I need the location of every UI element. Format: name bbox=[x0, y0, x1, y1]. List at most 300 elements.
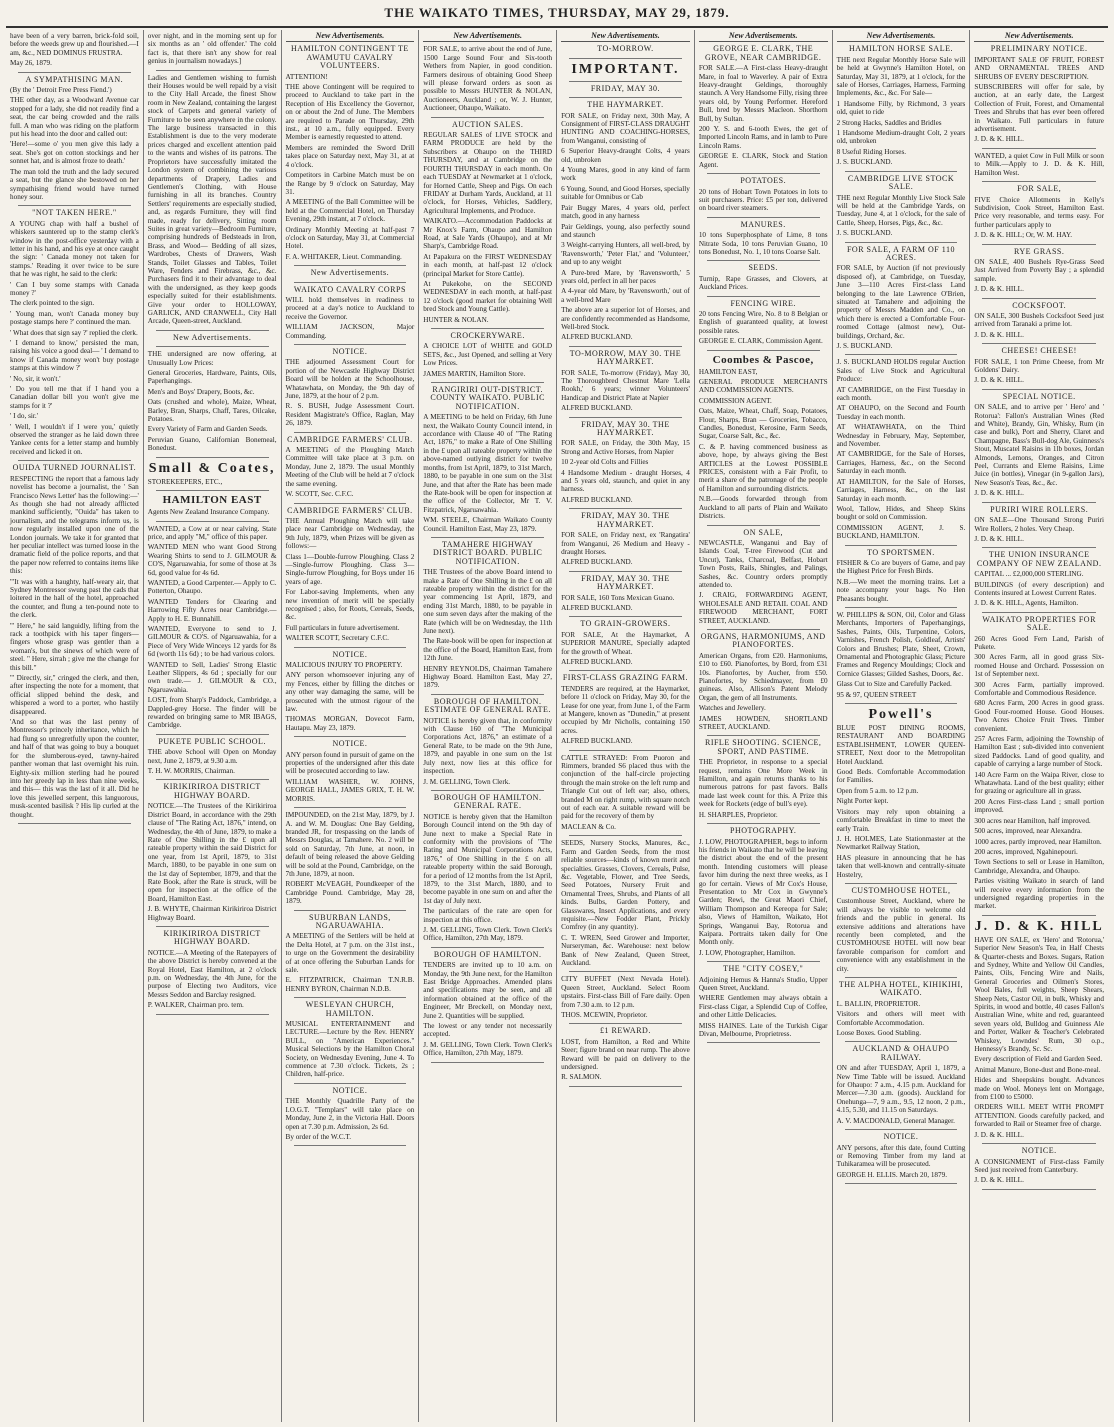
separator-rule bbox=[156, 330, 269, 331]
advertisement bbox=[286, 507, 415, 643]
advertisement-text: WANTED, Everyone to send to J. GILMOUR & CO'S. of Ngaruawahia, for a Piece of Very Wide Winceys 12 yards for 8s 6d (worth 11s 6d) ; to be had various colors. bbox=[147, 624, 277, 659]
separator-rule bbox=[982, 612, 1096, 613]
advertisement-text: AT CAMBRIDGE, for the Sale of Horses, Carriages, Harness, &c., on the Second Saturday in each month. bbox=[836, 450, 966, 476]
advertisement-text: J. D. & K. HILL. bbox=[974, 1176, 1024, 1185]
advertisement-text: 300 acres near Hamilton, half improved. bbox=[974, 816, 1091, 825]
separator-rule bbox=[845, 242, 958, 243]
advertisement bbox=[561, 350, 690, 413]
advertisement-text: COMMISSION AGENT. bbox=[698, 396, 772, 405]
advertisement bbox=[148, 350, 277, 452]
advertisement-text: J. M. GELLING, Town Clerk. bbox=[423, 777, 511, 786]
separator-rule bbox=[294, 265, 407, 266]
advertisement bbox=[561, 674, 690, 745]
advertisement-text: THE above Contingent will be required to proceed to Auckland to take part in the Reception of His Excellency the Governor, on or about the 2nd of June. The Members are required to Parade on Thursday, 29th inst., at 10 a.m., fully equipped. Every Member is earnestly requested to attend. bbox=[285, 83, 415, 142]
separator-rule bbox=[294, 910, 407, 911]
advertisement-text: Wool, Tallow, Hides, and Sheep Skins bought or sold on Commission. bbox=[836, 504, 966, 522]
advertisement-text: AT CAMBRIDGE, on the First Tuesday in each month. bbox=[836, 385, 966, 403]
advertisement-text: J. LOW, Photographer, Hamilton. bbox=[698, 948, 796, 957]
advertisement-heading: TO-MORROW, MAY 30. THE HAYMARKET. bbox=[569, 348, 682, 367]
separator-rule bbox=[845, 354, 958, 355]
advertisement-heading: PURIRI WIRE ROLLERS. bbox=[990, 504, 1089, 514]
advertisement-text: The lowest or any tender not necessarily accepted. bbox=[423, 1022, 553, 1039]
advertisement bbox=[148, 783, 277, 922]
advertisement bbox=[974, 347, 1104, 385]
advertisement-text: SEEDS, Nursery Stocks, Manures, &c., Farm and Garden Seeds, from the most reliable sources—kinds of known merit and specialties. Grasses, Clovers, Cereals, Pulse, &c. Vegetable, Flower, and Tree Seeds, Seed Potatoes, Nursery Fruit and Ornamental Trees, Shrubs, and Plants of all kinds. Bulbs, Garden Pottery, and Glasswares, Insect Applications, and every requisite.—New Fodder Plant, Prickly Comfrey (in any quantity). bbox=[561, 839, 690, 932]
separator-rule bbox=[294, 432, 407, 433]
advertisement-heading: COCKSFOOT. bbox=[1012, 300, 1067, 310]
separator-rule bbox=[18, 205, 131, 206]
advertisement-heading: PRELIMINARY NOTICE. bbox=[990, 44, 1088, 54]
advertisement bbox=[148, 525, 277, 730]
advertisement bbox=[148, 461, 277, 486]
column-header: New Advertisements. bbox=[423, 32, 552, 42]
columns-container bbox=[6, 30, 1108, 1422]
column-5 bbox=[557, 30, 695, 1422]
advertisement-text: 1 Handsome Filly, by Richmond, 3 years old, quiet to ride bbox=[836, 99, 966, 117]
advertisement bbox=[561, 512, 690, 566]
advertisement-text: GEORGE H. ELLIS. March 20, 1879. bbox=[836, 1170, 947, 1179]
advertisement-heading: POTATOES. bbox=[740, 176, 787, 186]
advertisement-text: COMMISSION AGENT, J. S. BUCKLAND, HAMILTON. bbox=[836, 523, 966, 541]
separator-rule bbox=[569, 346, 682, 347]
advertisement bbox=[974, 185, 1104, 239]
advertisement bbox=[699, 529, 828, 625]
advertisement-text: ON SALE, 400 Bushels Rye-Grass Seed Just Arrived from Poverty Bay ; a splendid sample. bbox=[974, 257, 1104, 283]
advertisement-text: W. PHILLIPS & SON, Oil, Color and Glass Merchants, Importers of Paperhangings, Sashes, Paints, Oils, Turpentine, Colors, Varnishes, French Polish, Goldleaf, Artists' Colors and Brushes; Plate, Sheet, Crown, Ornamental and Photographic Glass; Picture Frames and Regency Mouldings; Clock and Cornice Glasses; Gilded Sashes, Doors, &c. bbox=[836, 610, 966, 678]
advertisement bbox=[561, 62, 690, 77]
advertisement-heading: CUSTOMHOUSE HOTEL, bbox=[851, 885, 951, 895]
advertisement-text: IMPORTANT SALE OF FRUIT, FOREST AND ORNAMENTAL TREES AND SHRUBS OF EVERY DESCRIPTION. bbox=[974, 55, 1104, 81]
advertisement-text: WILL hold themselves in readiness to proceed at a day's notice to Auckland to receive the Governor. bbox=[285, 295, 415, 321]
advertisement-text: WANTED Tenders for Clearing and Harrowing Fifty Acres near Cambridge.—Apply to H. E. Bunnahill. bbox=[147, 597, 277, 623]
separator-rule bbox=[569, 971, 682, 972]
advertisement bbox=[286, 45, 415, 261]
separator-rule bbox=[982, 915, 1096, 916]
advertisement-heading: New Advertisements. bbox=[172, 332, 252, 342]
advertisement bbox=[423, 794, 552, 943]
separator-rule bbox=[845, 703, 958, 704]
advertisement bbox=[423, 698, 552, 786]
advertisement-text: A MEETING of the Settlers will be held at the Delta Hotel, at 7 p.m. on the 31st inst., to urge on the Government the desirability of at once offering the Suburban Lands for sale. bbox=[285, 932, 415, 974]
separator-rule bbox=[18, 460, 131, 461]
advertisement bbox=[148, 32, 277, 66]
advertisement-text: J. D. & K. HILL. bbox=[974, 534, 1024, 543]
advertisement-heading: FRIDAY, MAY 30. THE HAYMARKET. bbox=[581, 419, 670, 438]
advertisement-text: Hides and Sheepskins bought. Advances made on Wool. Moneys lent on Mortgage, from £100 to £5000. bbox=[974, 1076, 1104, 1102]
advertisement-text: 'And so that was the last penny of Montressor's princely inheritance, which he had flung so unregretfully upon the counter, and half of that was going to buy a bouquet for the slumberous-eyed, tawny-haired panther woman that last overnight his ruin. Eighty-six million sterling had he poured into her greedy lap in less than nine weeks, and this— this was the last of it all. Did he love this jewelled serpent, this languorous, musk-scented basilisk ? His lip curled at the thought. bbox=[10, 718, 139, 819]
separator-rule bbox=[569, 58, 682, 59]
advertisement-text: The clerk pointed to the sign. bbox=[10, 299, 95, 308]
advertisement bbox=[974, 551, 1104, 607]
advertisement-text: ON SALE—One Thousand Strong Puriri Wire Rollers, 2 holes. Very Cheap. bbox=[974, 516, 1104, 533]
advertisement-heading: CAMBRIDGE LIVE STOCK SALE. bbox=[847, 173, 955, 192]
advertisement-text: HAVE ON SALE, ex 'Hero' and 'Rotorua,' Superior New Season's Tea, in Half Chests & Quarter-chests and Boxes. Sugars, Ration and Sydney, White and Yellow Oil Candles, Paints, Oils, Fencing Wire and Nails, General Groceries and Oilmen's Stores, Wool Bales, full weights, Sheep Shears, Sheep Nets, Castor Oil, in bulk, Whisky and Spirits, in wood and bottle, 40 cases Fallon's Australian Wine, white and red, guaranteed seven years old, Bulldog and Guinness Ale and Porter, Walker & Teacher's Celebrated Whiskey, Lowndes' Rum, 30 o.p., Hennessy's Brandy, Sc. Sc. bbox=[974, 935, 1104, 1054]
advertisement-text: FOR SALE, To-morrow (Friday), May 30, The Thoroughbred Chestnut Mare 'Lella Rookh,' 6 years; winner Volunteers' Handicap and District Plate at Napier bbox=[561, 368, 690, 402]
advertisement-text: FIVE Choice Allotments in Kelly's Subdivision, Cook Street, Hamilton East. Price very reasonable, and terms easy. For further particulars apply to bbox=[974, 195, 1104, 229]
separator-rule bbox=[431, 947, 544, 948]
advertisement-heading: Small & Coates, bbox=[148, 460, 276, 476]
advertisement-heading: RYE GRASS. bbox=[1014, 246, 1065, 256]
advertisement-text: 4 Handsome Medium - draught Horses, 4 and 5 years old, staunch, and quiet in any harness. bbox=[561, 468, 690, 494]
advertisement-text: NOTICE.—A Meeting of the Ratepayers of the above District is hereby convened at the Royal Hotel, East Hamilton, at 2 o'clock p.m. on Wednesday, the 4th June, for the purpose of Electing two Auditors, vice Messrs Seddon and Barclay resigned. bbox=[147, 948, 277, 999]
advertisement bbox=[561, 421, 690, 505]
advertisement-heading: THE HAYMARKET. bbox=[587, 100, 664, 110]
advertisement-text: Agents New Zealand Insurance Company. bbox=[147, 508, 270, 517]
advertisement-text: WILLIAM JACKSON, Major Commanding. bbox=[285, 323, 415, 340]
advertisement-heading: TAMAHERE HIGHWAY DISTRICT BOARD. PUBLIC NOTIFICATION. bbox=[433, 539, 543, 566]
advertisement-heading: SPECIAL NOTICE. bbox=[1002, 391, 1076, 401]
column-2 bbox=[144, 30, 282, 1422]
advertisement-text: ALFRED BUCKLAND. bbox=[561, 737, 633, 746]
advertisement-text: C. & P. having commenced business as above, hope, by always giving the Best ARTICLES at the Lowest POSSIBLE PRICES, consistent with a Fair Profit, to merit a share of the patronage of the people of Hamilton and surrounding districts. bbox=[698, 442, 828, 493]
advertisement bbox=[148, 74, 277, 326]
advertisement bbox=[561, 975, 690, 1019]
advertisement-heading: WAIKATO CAVALRY CORPS bbox=[293, 284, 406, 294]
advertisement-text: Full particulars in future advertisement. bbox=[285, 623, 400, 632]
separator-rule bbox=[845, 607, 958, 608]
advertisement-text: ON SALE, 300 Bushels Cocksfoot Seed just arrived from Taranaki a prime lot. bbox=[974, 311, 1104, 329]
advertisement-text: THE undersigned are now offering, at Unusually Low Prices: bbox=[147, 350, 277, 367]
advertisement-heading: NOTICE. bbox=[332, 739, 368, 749]
advertisement-text: Every Variety of Farm and Garden Seeds. bbox=[147, 425, 268, 434]
advertisement-heading: Coombes & Pascoe, bbox=[712, 353, 814, 366]
separator-rule bbox=[707, 525, 820, 526]
column-7 bbox=[833, 30, 971, 1422]
advertisement bbox=[286, 1087, 415, 1141]
advertisement bbox=[699, 45, 828, 169]
advertisement-text: Visitors may rely upon obtaining a comfortable Breakfast in time to meet the early Train. bbox=[836, 807, 966, 833]
advertisement-heading: ORGANS, HARMONIUMS, AND PIANOFORTES. bbox=[700, 631, 826, 650]
advertisement-text: ALFRED BUCKLAND. bbox=[561, 558, 633, 567]
advertisement-text: E. FITZPATRICK, Chairman T.N.R.B. HENRY BYRON, Chairman N.D.B. bbox=[285, 976, 415, 993]
advertisement-text: ALFRED BUCKLAND. bbox=[561, 404, 633, 413]
advertisement-text: 1 Handsome Medium-draught Colt, 2 years old, unbroken bbox=[836, 129, 966, 146]
advertisement bbox=[286, 740, 415, 803]
advertisement bbox=[974, 393, 1104, 498]
advertisement-text: J. H. HOLMES, Late Stationmaster at the Newmarket Railway Station, bbox=[836, 834, 966, 852]
separator-rule bbox=[707, 173, 820, 174]
advertisement-text: THOMAS MORGAN, Dovecot Farm, Hautapu. May 23, 1879. bbox=[285, 715, 415, 732]
advertisement bbox=[423, 332, 552, 378]
advertisement-text: Visitors and others will meet with Comfortable Accommodation. bbox=[836, 1010, 966, 1027]
advertisement-text: FOR SALE.—A First-class Heavy-draught Mare, in foal to Waverley. A pair of Extra Heavy-draught Geldings, thoroughly staunch. A Very Handsome Filly, rising three years old, by Young Performer. Hereford Bull, bred by Messrs Macleon. Shorthorn Bull, by Sultan. bbox=[698, 64, 828, 123]
separator-rule bbox=[569, 670, 682, 671]
advertisement-text: C. T. WREN, Seed Grower and Importer, Nurseryman, &c. Warehouse: next below Bank of New Zealand, Queen Street, Auckland. bbox=[561, 933, 690, 967]
advertisement-text: IMPOUNDED, on the 21st May, 1879, by J. A. and W. M. Douglas: One Bay Gelding, branded JR, for trespassing on the lands of Messrs Douglas, at Tamahere. No. 2 will be sold on Saturday, 7th June, at noon, in default of being released the above Gelding will be sold at the Pound, Cambridge, on the 7th June, 1879, at noon. bbox=[285, 811, 415, 878]
separator-rule bbox=[294, 344, 407, 345]
advertisement-text: 6 Young, Sound, and Good Horses, specially suitable for Omnibus or Cab bbox=[561, 184, 690, 202]
advertisement-text: 140 Acre Farm on the Waipa River, close to Whatawhata. Land of the best quality; either for grazing or agriculture all in grass. bbox=[974, 770, 1104, 796]
advertisement-text: Class 1—Double-furrow Ploughing. Class 2—Single-furrow Ploughing. Class 3—Single-furrow Ploughing, for Boys under 16 years of age. bbox=[285, 552, 415, 586]
advertisement-heading: HAMILTON HORSE SALE. bbox=[848, 44, 953, 54]
advertisement bbox=[561, 101, 690, 342]
advertisement-text: 200 acres, improved, Ngahinepouri. bbox=[974, 847, 1078, 856]
advertisement-text: 6 Superior Heavy-draught Colts, 4 years old, unbroken bbox=[561, 147, 690, 164]
advertisement bbox=[423, 541, 552, 690]
advertisement-text: Good Beds. Comfortable Accommodation for Families. bbox=[836, 768, 966, 785]
advertisement-text: ORDERS WILL MEET WITH PROMPT ATTENTION. Goods carefully packed, and forwarded to Rail or Steamer free of charge. bbox=[974, 1103, 1104, 1129]
separator-rule bbox=[18, 72, 131, 73]
advertisement-text: GEORGE E. CLARK, Commission Agent. bbox=[698, 337, 823, 346]
advertisement-heading: GEORGE E. CLARK, THE GROVE, NEAR CAMBRIDGE. bbox=[705, 44, 822, 62]
separator-rule bbox=[156, 70, 269, 71]
advertisement bbox=[10, 464, 139, 819]
separator-rule bbox=[982, 343, 1096, 344]
separator-rule bbox=[294, 647, 407, 648]
advertisement-text: ' No, sir, it won't.' bbox=[10, 374, 61, 383]
separator-rule bbox=[569, 417, 682, 418]
masthead-rule bbox=[6, 26, 1108, 28]
advertisement-heading: PHOTOGRAPHY. bbox=[730, 826, 797, 836]
separator-rule bbox=[431, 117, 544, 118]
advertisement bbox=[561, 620, 690, 666]
advertisement-text: JAMES MARTIN, Hamilton Store. bbox=[423, 369, 526, 378]
advertisement-text: N.B.—We meet the morning trains. Let a note accompany your bags. No Hen Pheasants bought. bbox=[836, 577, 966, 603]
advertisement bbox=[837, 175, 966, 238]
advertisement-text: ON and after TUESDAY, April 1, 1879, a New Time Table will be issued. Auckland for Ohaupo: 7 a.m., 4.15 p.m. Auckland for Mercer—7.30 a.m. (goods). Auckland for Onehunga—7, 9 a.m., 9.5, 12 noon, 2 p.m., 4.15, 5.30, and 11.15 on Saturdays. bbox=[836, 1064, 966, 1115]
advertisement-text: THE next Regular Monthly Horse Sale will be held at Gwynne's Hamilton Hotel, on Saturday, May 31, 1879, at 1 o'clock, for the sale of Horses, Carriages, Harness, Farming Implements, &c., &c. For Sale— bbox=[836, 55, 966, 98]
advertisement bbox=[561, 1027, 690, 1081]
advertisement-text: ' Young man, won't Canada money buy postage stamps here ?' continued the man. bbox=[10, 309, 139, 327]
advertisement-text: Customhouse Street, Auckland, where he will always be visible to welcome old friends and the public in general. Its extensive additions and alterations have recently been completed, and the CUSTOMHOUSE HOTEL will now bear favorable comparison for comfort and convenience with any establishment in the city. bbox=[836, 897, 966, 973]
advertisement-text: HENRY REYNOLDS, Chairman Tamahere Highway Board. Hamilton East, May 27, 1879. bbox=[423, 664, 553, 690]
advertisement-text: NEWCASTLE, Wanganui and Bay of Islands Coal, T-tree Firewood (Cut and Uncut), Tanks, Charcoal, Belfast, Hobart Town Posts, Rails, Shingles, and Palings, Sashes, &c. Country orders promptly attended to. bbox=[698, 538, 828, 589]
advertisement bbox=[837, 611, 966, 699]
advertisement-text: A Pure-bred Mare, by 'Ravensworth,' 5 years old, perfect in all her paces bbox=[561, 268, 690, 285]
advertisement-text: 3 Weight-carrying Hunters, all well-bred, by 'Ravensworth,' 'Peter Flat,' and 'Volunteer,' and up to any weight bbox=[561, 241, 690, 267]
advertisement bbox=[974, 919, 1104, 1139]
advertisement-text: THOS. MCEWIN, Proprietor. bbox=[561, 1011, 648, 1019]
separator-rule bbox=[569, 1086, 682, 1087]
advertisement-heading: TO GRAIN-GROWERS. bbox=[580, 619, 671, 629]
advertisement-text: A CONSIGNMENT of First-class Family Seed just received from Canterbury. bbox=[974, 1157, 1104, 1174]
advertisement-heading: SUBURBAN LANDS, NGARUAWAHIA. bbox=[309, 912, 391, 930]
advertisement-heading: "NOT TAKEN HERE." bbox=[32, 208, 117, 218]
advertisement-text: 260 Acres Good Fern Land, Parish of Pukete. bbox=[974, 634, 1104, 651]
column-header: New Advertisements. bbox=[561, 32, 690, 42]
advertisement-text: FOR SALE, to arrive about the end of June, 1500 Large Sound Four and Six-tooth Wethers from Napier, in good condition. Farmers desirous of obtaining Good Sheep will please forward orders as soon as possible to Messrs HUNTER & NOLAN, Auctioneers, Auckland ; or, W. J. Hunter, Auctioneer, Ohaupo, Waikato. bbox=[423, 45, 553, 113]
advertisement bbox=[974, 152, 1104, 177]
advertisement-text: J. D. & K. HILL. bbox=[974, 1130, 1024, 1139]
advertisement-text: Open from 5 a.m. to 12 p.m. bbox=[836, 786, 919, 795]
separator-rule bbox=[982, 298, 1096, 299]
advertisement-heading: OUIDA TURNED JOURNALIST. bbox=[12, 463, 137, 473]
separator-rule bbox=[845, 1041, 958, 1042]
advertisement-heading: BOROUGH OF HAMILTON. GENERAL RATE. bbox=[433, 792, 542, 811]
advertisement-text: Town Sections to sell or Lease in Hamilton, Cambridge, Alexandra, and Ohaupo. bbox=[974, 858, 1104, 875]
advertisement-text: Men's and Boys' Drapery, Boots, &c. bbox=[147, 387, 255, 396]
advertisement-text: WILLIAM WASHER, W. JOHNS, GEORGE HALL, JAMES GRIX, T. H. W. MORRIS. bbox=[285, 777, 415, 803]
advertisement-text: 'Here!—some o' you men give this lady a seat. She's got on cotton stockings and her sonnet hat, and is almost froze to death.' bbox=[10, 140, 139, 166]
advertisement-text: 95 & 97, QUEEN STREET bbox=[836, 690, 917, 699]
advertisement-text: THE Annual Ploughing Match will take place near Cambridge on Wednesday, the 9th July, 1879, when Prizes will be given as follows:— bbox=[285, 516, 415, 551]
advertisement-text: MUSICAL ENTERTAINMENT and LECTURE.—Lecture by the Rev. HENRY BULL, on "American Experiences." Musical Selections by the Hamilton Choral Society, on Wednesday Evening, June 4. To commence at 7.30 o'clock. Tickets, 2s ; Children, half-price. bbox=[285, 1020, 415, 1079]
advertisement-heading: FENCING WIRE. bbox=[730, 298, 796, 308]
advertisement-heading: MANURES. bbox=[740, 219, 786, 229]
advertisement-text: The Rate-book will be open for inspection at the office of the Board, Hamilton East, from 12th June. bbox=[423, 637, 553, 663]
advertisement-text: 2 Strong Hacks, Saddles and Bridles bbox=[836, 118, 942, 127]
advertisement bbox=[699, 221, 828, 257]
advertisement-text: The man told the truth and the lady secured a seat, but the glance she bestowed on her sympathising friend would have turned honey sour. bbox=[10, 167, 139, 201]
separator-rule bbox=[569, 616, 682, 617]
advertisement-text: The particulars of the rate are open for inspection at this office. bbox=[423, 907, 553, 924]
advertisement-text: A MEETING of the Ploughing Match Committee will take place at 3 p.m. on Monday, June 2, 1879. The usual Monthly Meeting of the Club will be held at 7 o'clock the same evening. bbox=[285, 446, 415, 488]
advertisement-text: THE above School will Open on Monday next, June 2, 1879, at 9.30 a.m. bbox=[147, 748, 277, 765]
advertisement-text: WANTED, a Good Carpenter.— Apply to C. Potterton, Ohaupo. bbox=[147, 578, 277, 596]
advertisement-text: HAS pleasure in announcing that he has taken that well-known and centrally-situate Hostelry, bbox=[836, 853, 966, 879]
advertisement-text: 680 Acres Farm, 200 Acres in good grass. Good Four-roomed House. Good Houses. Two Acres Choice Fruit Trees. Timber convenient. bbox=[974, 699, 1104, 733]
advertisement-heading: WAIKATO PROPERTIES FOR SALE. bbox=[982, 614, 1096, 633]
advertisement bbox=[837, 887, 966, 973]
advertisement-text: Competitors in Carbine Match must be on the Range by 9 o'clock on Saturday, May 31. bbox=[285, 171, 415, 196]
advertisement-text: H. SHARPLES, Proprietor. bbox=[698, 810, 778, 819]
advertisement-text: General Groceries, Hardware, Paints, Oils, Paperhangings. bbox=[147, 369, 277, 386]
advertisement-heading: HAMILTON EAST bbox=[162, 494, 262, 507]
separator-rule bbox=[707, 350, 820, 351]
advertisement-heading: A SYMPATHISING MAN. bbox=[25, 74, 124, 84]
separator-rule bbox=[156, 734, 269, 735]
advertisement bbox=[974, 45, 1104, 143]
advertisement-heading: FRIDAY, MAY 30. THE HAYMARKET. bbox=[581, 511, 670, 529]
column-8 bbox=[970, 30, 1108, 1422]
separator-rule bbox=[156, 346, 269, 347]
advertisement-heading: NOTICE. bbox=[332, 1085, 368, 1095]
advertisement-text: Pair Buggy Mares, 4 years old, perfect match, good in any harness bbox=[561, 203, 690, 221]
advertisement-text: Glass Cut to Size and Carefully Packed. bbox=[836, 680, 952, 689]
advertisement-text: 1000 acres, partly improved, near Hamilton. bbox=[974, 837, 1102, 846]
advertisement-text: AT WHATAWHATA, on the Third Wednesday in February, May, September, and November. bbox=[836, 423, 966, 449]
advertisement-text: WAIKATO.—Accommodation Paddocks at Mr Knox's Farm, Ohaupo and Hamilton Road, at Sale Yards (Ohaupo), and at Mr Sharp's, Cambridge Road. bbox=[423, 217, 553, 251]
column-header: New Advertisements. bbox=[286, 32, 415, 42]
separator-rule bbox=[707, 735, 820, 736]
advertisement-text: Peruvian Guano, Californian Bonemeal, Bonedust. bbox=[147, 435, 277, 453]
advertisement bbox=[837, 549, 966, 603]
advertisement-text: J. M. GELLING, Town Clerk. Town Clerk's Office, Hamilton, 27th May, 1879. bbox=[423, 926, 553, 943]
separator-rule bbox=[431, 328, 544, 329]
advertisement bbox=[286, 1001, 415, 1079]
advertisement-text: ALFRED BUCKLAND. bbox=[561, 603, 633, 612]
advertisement bbox=[148, 334, 277, 342]
separator-rule bbox=[431, 694, 544, 695]
separator-rule bbox=[294, 282, 407, 283]
separator-rule bbox=[845, 171, 958, 172]
advertisement bbox=[837, 707, 966, 879]
advertisement bbox=[699, 827, 828, 957]
advertisement-text: JAMES HOWDEN, SHORTLAND STREET, AUCKLAND. bbox=[698, 714, 828, 732]
separator-rule bbox=[156, 490, 269, 491]
separator-rule bbox=[294, 503, 407, 504]
advertisement-text: Night Porter kept. bbox=[836, 797, 889, 806]
advertisement-heading: WESLEYAN CHURCH, HAMILTON. bbox=[305, 1000, 395, 1018]
separator-rule bbox=[569, 81, 682, 82]
advertisement-text: ANY person whomsoever injuring any of my Fences, either by filling the ditches or any other way damaging the same, will be prosecuted with the utmost rigour of the law. bbox=[285, 671, 415, 714]
separator-rule bbox=[845, 883, 958, 884]
separator-rule bbox=[156, 779, 269, 780]
advertisement-text: J. B. WHYTE, Chairman Kirikiriroa District Highway Board. bbox=[147, 905, 277, 922]
advertisement-text: ' Do you tell me that if I hand you a Canadian dollar bill you won't give me stamps for it ?' bbox=[10, 385, 139, 410]
advertisement-text: FOR SALE, 160 Tons Mexican Guano. bbox=[561, 593, 675, 602]
advertisement bbox=[974, 616, 1104, 911]
separator-rule bbox=[982, 1189, 1096, 1190]
advertisement-text: BUILDINGS (of every description) and Contents insured at Lowest Current Rates. bbox=[974, 580, 1104, 597]
advertisement-text: FOR SALE, by Auction (if not previously disposed of), at Cambridge, on Tuesday, June 3—110 Acres First-class Land belonging to the late Lawrence O'Brien, situated at Tamahere and adjoining the property of Messrs Madden and Co., on which there is erected a Comfortable Four-roomed Cottage (almost new), Out-buildings, Orchard, &c. bbox=[836, 264, 966, 340]
advertisement-heading: RANGIRIRI OUT-DISTRICT. COUNTY WAIKATO. PUBLIC NOTIFICATION. bbox=[430, 385, 545, 411]
advertisement-heading: NOTICE. bbox=[332, 347, 368, 356]
advertisement-text: L. BALLIN, PROPRIETOR. bbox=[836, 999, 921, 1008]
advertisement bbox=[561, 754, 690, 832]
advertisement-text: At Pukekohe, on the SECOND WEDNESDAY in each month, at half-past 12 o'clock (good market for obtaining Well bred Stock and Young Cattle). bbox=[423, 279, 553, 314]
advertisement-text: 10 tons Superphosphate of Lime, 8 tons Nitrate Soda, 10 tons Peruvian Guano, 10 tons Bonedust, No. 1, 10 tons Coarse Salt. bbox=[698, 231, 828, 256]
advertisement-text: Parties visiting Waikato in search of land will receive every information from the undersigned regarding properties in the market. bbox=[974, 877, 1104, 911]
advertisement-text: W. SCOTT, Sec. C.F.C. bbox=[285, 490, 354, 499]
advertisement-heading: CAMBRIDGE FARMERS' CLUB. bbox=[287, 434, 413, 444]
advertisement bbox=[561, 85, 690, 93]
separator-rule bbox=[156, 457, 269, 458]
advertisement-text: R. SALMON. bbox=[561, 1073, 602, 1082]
advertisement bbox=[699, 300, 828, 346]
advertisement bbox=[699, 965, 828, 1038]
separator-rule bbox=[707, 629, 820, 630]
advertisement bbox=[837, 1045, 966, 1125]
separator-rule bbox=[845, 545, 958, 546]
advertisement bbox=[423, 951, 552, 1058]
advertisement-text: J. S. BUCKLAND. bbox=[836, 342, 893, 350]
advertisement-text: GEORGE E. CLARK, Stock and Station Agent. bbox=[698, 152, 828, 169]
advertisement-text: WANTED, a Cow at or near calving. State price, and apply "M," office of this paper. bbox=[147, 524, 277, 541]
advertisement-heading: CAMBRIDGE FARMERS' CLUB. bbox=[287, 505, 413, 515]
advertisement-heading: New Advertisements. bbox=[310, 268, 390, 278]
advertisement bbox=[699, 739, 828, 819]
advertisement-heading: FOR SALE, A FARM OF 110 ACRES. bbox=[846, 244, 955, 262]
advertisement-text: GENERAL PRODUCE MERCHANTS AND COMMISSION AGENTS. bbox=[698, 378, 828, 395]
advertisement-heading: SEEDS. bbox=[748, 263, 778, 273]
separator-rule bbox=[845, 977, 958, 978]
advertisement-text: A YOUNG chap with half a bushel of whiskers sauntered up to the stamp clerk's window in the post-office yesterday with a letter in his hand, and his eye at once caught the sign: ' Canada money not taken for stamps.' Reading it over twice to be sure that he was right, he said to the clerk: bbox=[10, 219, 139, 279]
advertisement-text: THE Trustees of the above Board intend to make a Rate of One Shilling in the £ on all rateable property within the district for the year commencing 1st April, 1879, and ending 31st March, 1880, to be payable in one sum seven days after the making of the Rate (which will be on Wednesday, the 11th June next). bbox=[423, 568, 553, 635]
masthead bbox=[0, 0, 1114, 26]
advertisement-text: 257 Acres Farm, adjoining the Township of Hamilton East ; sub-divided into convenient sized Paddocks. Land of good quality, and capable of carrying a large number of Stock. bbox=[974, 735, 1104, 769]
advertisement-heading: RIFLE SHOOTING. SCIENCE, SPORT, AND PASTIME. bbox=[704, 738, 822, 756]
separator-rule bbox=[294, 1083, 407, 1084]
advertisement-text: ' I demand to know,' persisted the man, raising his voice a good deal— ' I demand to know if Canada money won't buy postage stamps at this window ?' bbox=[10, 339, 139, 373]
advertisement-text: FOR SALE, At the Haymarket, A SUPERIOR MANURE, Specially adapted for the growth of Wheat. bbox=[561, 630, 690, 656]
advertisement bbox=[286, 269, 415, 277]
advertisement-text: FOR SALE, on Friday next, 30th May, A Consignment of FIRST-CLASS DRAUGHT HUNTING AND COACHING-HORSES, from Wanganui, consisting of bbox=[561, 111, 690, 145]
advertisement-text: American Organs, from £20. Harmoniums, £10 to £60. Pianofortes, by Bord, from £31 10s. Pianofortes, by Aucher, from £50. Pianofortes, by Schiedmayer, from £0 guineas. Also, Allison's Patent Melody Organ, the gem of all Instruments. bbox=[698, 651, 828, 702]
advertisement bbox=[286, 651, 415, 733]
advertisement-heading: FRIDAY, MAY 30. THE HAYMARKET. bbox=[581, 573, 670, 592]
advertisement-text: 300 Acres Farm, partially improved. Comfortable and Commodious Residence. bbox=[974, 680, 1104, 697]
advertisement-heading: FRIDAY, MAY 30. bbox=[590, 83, 661, 93]
advertisement-text: T. H. W. MORRIS, Chairman. bbox=[147, 767, 235, 776]
advertisement-text: WANTED to Sell, Ladies' Strong Elastic Leather Slippers, 4s 6d ; specially for our own trade.— J. GILMOUR & CO., Ngaruawahia. bbox=[147, 660, 277, 694]
advertisement-text: Members are reminded the Sword Drill takes place on Saturday next, May 31, at at 4 o'clock. bbox=[285, 143, 415, 169]
advertisement-text: NOTICE is hereby given that the Hamilton Borough Council intend on the 9th day of June next to make a Special Rate in conformity with the provisions of "The Rating and Municipal Corporations Acts, 1876," of One Shilling in the £ on all rateable property within the said Borough, for a period of 12 months from the 1st April, 1879, to the 31st March, 1880, and to become payable in one sum on and after the 1st day of July next. bbox=[423, 812, 553, 905]
advertisement-heading: BOROUGH OF HAMILTON. ESTIMATE OF GENERAL RATE. bbox=[424, 696, 551, 715]
advertisement bbox=[423, 121, 552, 324]
advertisement-heading: IMPORTANT. bbox=[571, 61, 680, 77]
advertisement bbox=[837, 358, 966, 540]
advertisement-text: '"It was with a haughty, half-weary air, that Sydney Montressor swung past the cads that loitered in the hall of the hotel, approached the counter, and flung a ten-pound note to the clerk. bbox=[10, 577, 139, 620]
advertisement-heading: NOTICE. bbox=[883, 1132, 919, 1142]
advertisement-heading: BOROUGH OF HAMILTON. bbox=[433, 949, 542, 959]
advertisement-heading: FOR SALE, bbox=[1017, 184, 1062, 194]
advertisement-text: FOR SALE, on Friday next, ex 'Rangatira' from Wanganui, 26 Medium and Heavy - draught Horses. bbox=[561, 531, 690, 556]
advertisement bbox=[286, 286, 415, 340]
separator-rule bbox=[707, 260, 820, 261]
separator-rule bbox=[707, 1042, 820, 1043]
advertisement-text: J. D. & K. HILL. bbox=[974, 376, 1024, 385]
